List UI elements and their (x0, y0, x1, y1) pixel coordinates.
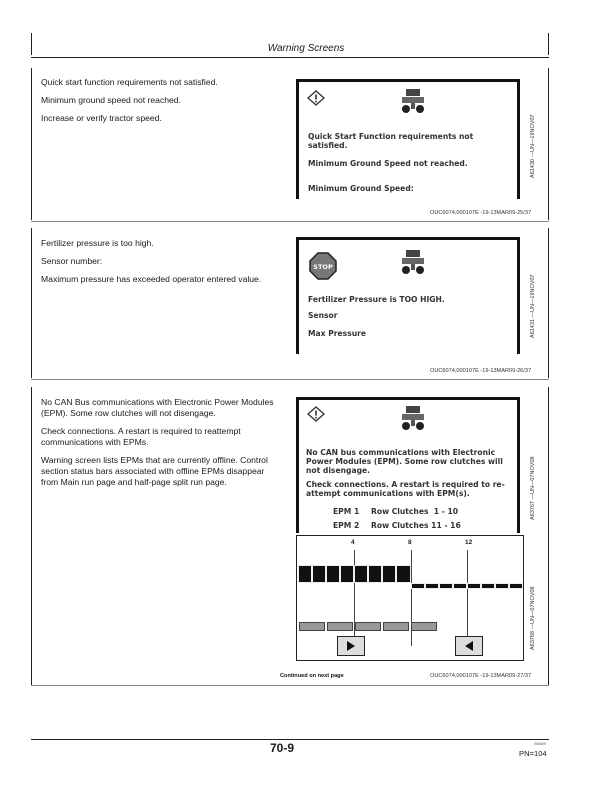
section-button-3[interactable] (355, 622, 381, 631)
planter-icon (396, 87, 430, 115)
warning-triangle-icon (307, 406, 325, 422)
section-bar-3 (326, 565, 340, 583)
section-bar-8 (396, 565, 411, 583)
arrow-left-icon (464, 640, 474, 652)
run-page-figure-code: A63768 —UN—07NOV08 (530, 586, 536, 650)
section3-bottom-rule (31, 685, 549, 686)
section3-right-rule (548, 387, 549, 685)
section-button-1[interactable] (299, 622, 325, 631)
stop-sign-label: STOP (313, 263, 333, 271)
section3-description (41, 397, 281, 495)
section1-screen-line-2: Minimum Ground Speed not reached. (308, 159, 468, 168)
section-bar-7 (382, 565, 396, 583)
stop-sign-icon (309, 252, 337, 280)
section2-left-rule (31, 228, 32, 378)
section-bar-5 (354, 565, 368, 583)
section1-screen (296, 79, 520, 199)
section-bar-1 (298, 565, 312, 583)
planter-icon (396, 404, 430, 432)
tick-label-12: 12 (465, 539, 473, 546)
section-button-5[interactable] (411, 622, 437, 631)
section-bar-11 (439, 583, 453, 589)
section3-line-1: No CAN Bus communications with Electronic Power Modules (EPM). Some row clutches will not disengage. (41, 397, 274, 418)
warning-triangle-icon (307, 90, 325, 106)
section2-line-3: Maximum pressure has exceeded operator entered value. (41, 274, 262, 284)
footer-divider (31, 739, 549, 740)
section2-line-2: Sensor number: (41, 256, 103, 266)
section-bar-13 (467, 583, 481, 589)
section2-figure-code: A61431 —UN—19NOV07 (530, 274, 536, 338)
tick-label-8: 8 (408, 539, 412, 546)
section1-figure-code: A61430 —UN—19NOV07 (530, 114, 536, 178)
section-bar-16 (509, 583, 523, 589)
section-bar-9 (411, 583, 425, 589)
section3-line-2: Check connections. A restart is required to reattempt communications with EPMs. (41, 426, 241, 447)
section-bar-10 (425, 583, 439, 589)
next-page-button[interactable] (337, 636, 365, 656)
section1-bottom-rule (31, 221, 549, 222)
section1-line-2: Minimum ground speed not reached. (41, 95, 181, 105)
section3-left-rule (31, 387, 32, 685)
section-bar-4 (340, 565, 354, 583)
section1-screen-line-3: Minimum Ground Speed: (308, 184, 414, 193)
section1-ref: OUC6074,000107E -19-13MAR09-25/37 (430, 210, 532, 216)
section-bar-6 (368, 565, 382, 583)
planter-icon (396, 248, 430, 276)
section3-screen-line-1: No CAN bus communications with Electronic Power Modules (EPM). Some row clutches will not disengage. (306, 448, 503, 475)
arrow-right-icon (346, 640, 356, 652)
section1-line-1: Quick start function requirements not satisfied. (41, 77, 218, 87)
page-pn: PN=104 (519, 749, 547, 758)
section-bar-2 (312, 565, 326, 583)
footer-small-code: 060809 (534, 742, 546, 746)
section-button-2[interactable] (327, 622, 353, 631)
section2-screen-line-3: Max Pressure (308, 329, 367, 338)
section2-bottom-rule (31, 379, 549, 380)
header-divider (31, 57, 549, 58)
section3-screen-line-2: Check connections. A restart is required to re-attempt communications with EPM(s). (306, 480, 505, 498)
continued-note: Continued on next page (280, 673, 344, 679)
section2-screen-line-2: Sensor (308, 311, 338, 320)
section-bar-15 (495, 583, 509, 589)
section1-description (41, 77, 291, 131)
section1-right-rule (548, 68, 549, 220)
section3-screen (296, 397, 520, 533)
section1-left-rule (31, 68, 32, 220)
section2-line-1: Fertilizer pressure is too high. (41, 238, 154, 248)
section-button-4[interactable] (383, 622, 409, 631)
page-header-title: Warning Screens (267, 43, 345, 54)
epm-2-name: EPM 2 (333, 521, 360, 530)
epm-1-name: EPM 1 (333, 507, 360, 516)
section1-line-3: Increase or verify tractor speed. (41, 113, 162, 123)
marker-line-8 (411, 550, 412, 646)
section2-ref: OUC6074,000107E -19-13MAR09-26/37 (430, 368, 532, 374)
section-bar-14 (481, 583, 495, 589)
section3-figure-code: A63767 —UN—07NOV08 (530, 456, 536, 520)
previous-page-button[interactable] (455, 636, 483, 656)
section2-screen (296, 237, 520, 354)
section2-right-rule (548, 228, 549, 378)
run-page-screen (296, 535, 524, 661)
page-number: 70-9 (270, 741, 295, 755)
section1-screen-line-1: Quick Start Function requirements not satisfied. (308, 132, 474, 150)
section2-description (41, 238, 301, 292)
marker-line-12 (467, 550, 468, 646)
epm-2-clutches: Row Clutches 11 - 16 (371, 521, 461, 530)
section3-line-3: Warning screen lists EPMs that are currently offline. Control section status bars associated with offline EPMs disappear from Main run page and half-page split run page. (41, 455, 268, 487)
section-bar-12 (453, 583, 467, 589)
tick-label-4: 4 (351, 539, 355, 546)
section3-ref: OUC6074,000107E -19-13MAR09-27/37 (430, 673, 532, 679)
epm-1-clutches: Row Clutches 1 - 10 (371, 507, 459, 516)
section2-screen-line-1: Fertilizer Pressure is TOO HIGH. (308, 295, 445, 304)
